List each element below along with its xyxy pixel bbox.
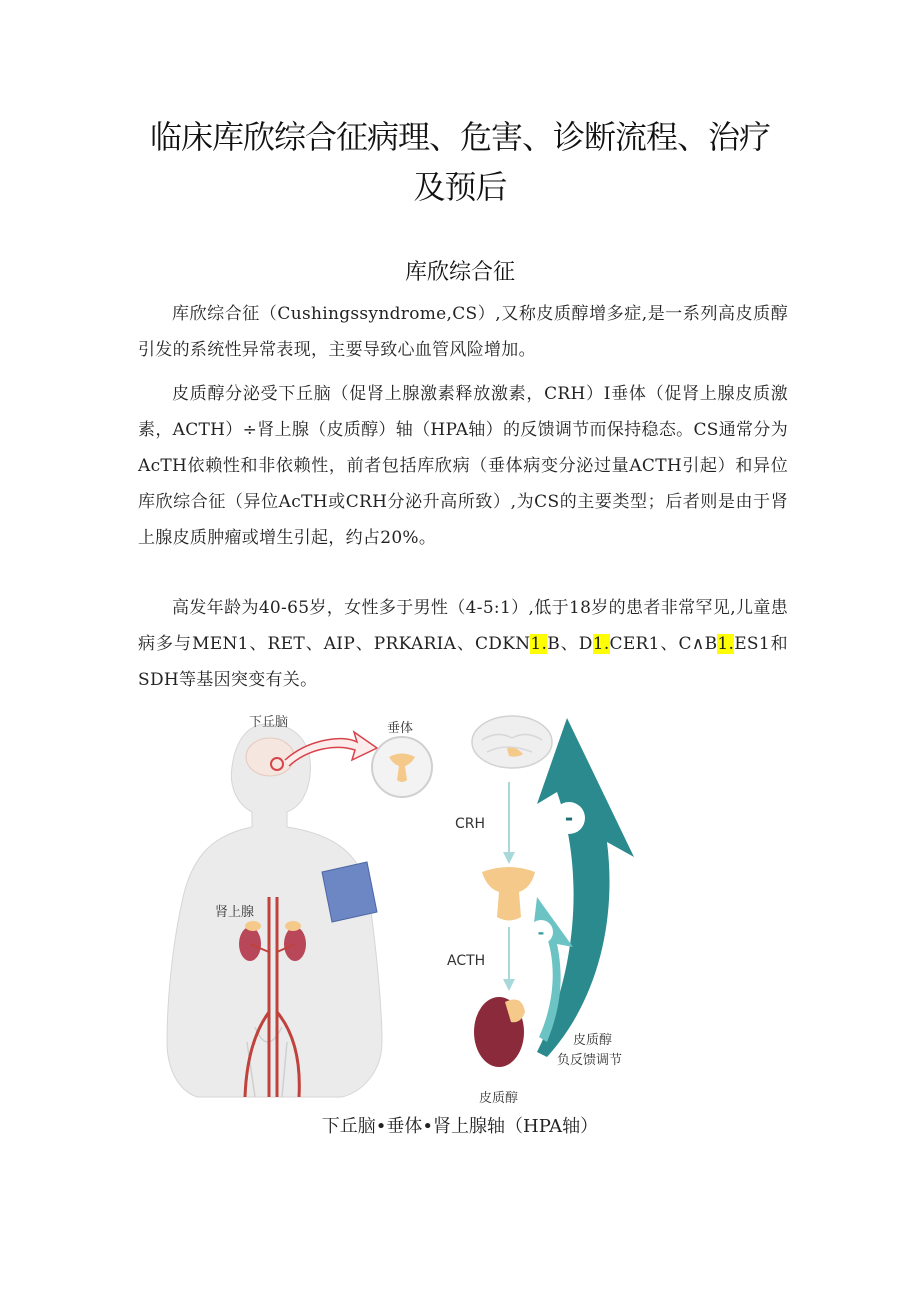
label-acth: ACTH bbox=[447, 953, 486, 969]
label-hypothalamus: 下丘脑 bbox=[249, 715, 289, 730]
highlighted-text: 1. bbox=[592, 634, 610, 654]
paragraph-epidemiology bbox=[138, 590, 788, 698]
highlighted-text: 1. bbox=[717, 634, 735, 654]
label-feedback-line2: 负反馈调节 bbox=[557, 1053, 623, 1068]
paragraph-hpa-axis: 皮质醇分泌受下丘脑（促肾上腺激素释放激素，CRH）I垂体（促肾上腺皮质激素，ACTH）÷肾上腺（皮质醇）轴（HPA轴）的反馈调节而保持稳态。CS通常分为AcTH依赖性和非依赖性，前者包括库欣病（垂体病变分泌过量ACTH引起）和异位库欣综合征（异位AcTH或CRH分泌升高所致）,为CS的主要类型；后者则是由于肾上腺皮质肿瘤或增生引起，约占20%。 bbox=[138, 384, 788, 548]
figure-caption: 下丘脑•垂体•肾上腺轴（HPA轴） bbox=[321, 1116, 599, 1137]
section-heading: 库欣综合征 bbox=[404, 260, 515, 285]
text-run: B、D bbox=[547, 634, 593, 654]
label-cortisol: 皮质醇 bbox=[479, 1091, 519, 1106]
paragraph-definition: 库欣综合征（Cushingssyndrome,CS）,又称皮质醇增多症,是一系列高皮质醇引发的系统性异常表现，主要导致心血管风险增加。 bbox=[138, 304, 788, 360]
arrow-crh-head bbox=[503, 852, 515, 864]
label-adrenal: 肾上腺 bbox=[215, 905, 255, 920]
arrow-acth-head bbox=[503, 979, 515, 991]
brain-icon bbox=[246, 738, 294, 776]
minus-sign-large: - bbox=[564, 806, 574, 830]
hpa-pituitary-icon bbox=[482, 867, 535, 921]
label-pituitary: 垂体 bbox=[387, 721, 414, 736]
highlighted-text: 1. bbox=[530, 634, 548, 654]
hpa-brain-icon bbox=[472, 716, 552, 768]
minus-sign-small: - bbox=[537, 923, 545, 942]
text-run: CER1、C∧B bbox=[609, 634, 718, 654]
adrenal-right-icon bbox=[285, 921, 301, 931]
hpa-axis-figure bbox=[137, 712, 647, 1107]
label-feedback-line1: 皮质醇 bbox=[573, 1033, 613, 1048]
document-title: 临床库欣综合征病理、危害、诊断流程、治疗及预后 bbox=[149, 118, 770, 206]
adrenal-left-icon bbox=[245, 921, 261, 931]
label-crh: CRH bbox=[455, 816, 486, 832]
text-run: ES1和SDH等基因突变有关。 bbox=[138, 634, 788, 690]
bp-cuff-icon bbox=[322, 862, 377, 922]
text-run: 高发年龄为40-65岁，女性多于男性（4-5:1）,低于18岁的患者非常罕见,儿童患病多与MEN1、RET、AIP、PRKARIA、CDKN bbox=[138, 598, 788, 654]
